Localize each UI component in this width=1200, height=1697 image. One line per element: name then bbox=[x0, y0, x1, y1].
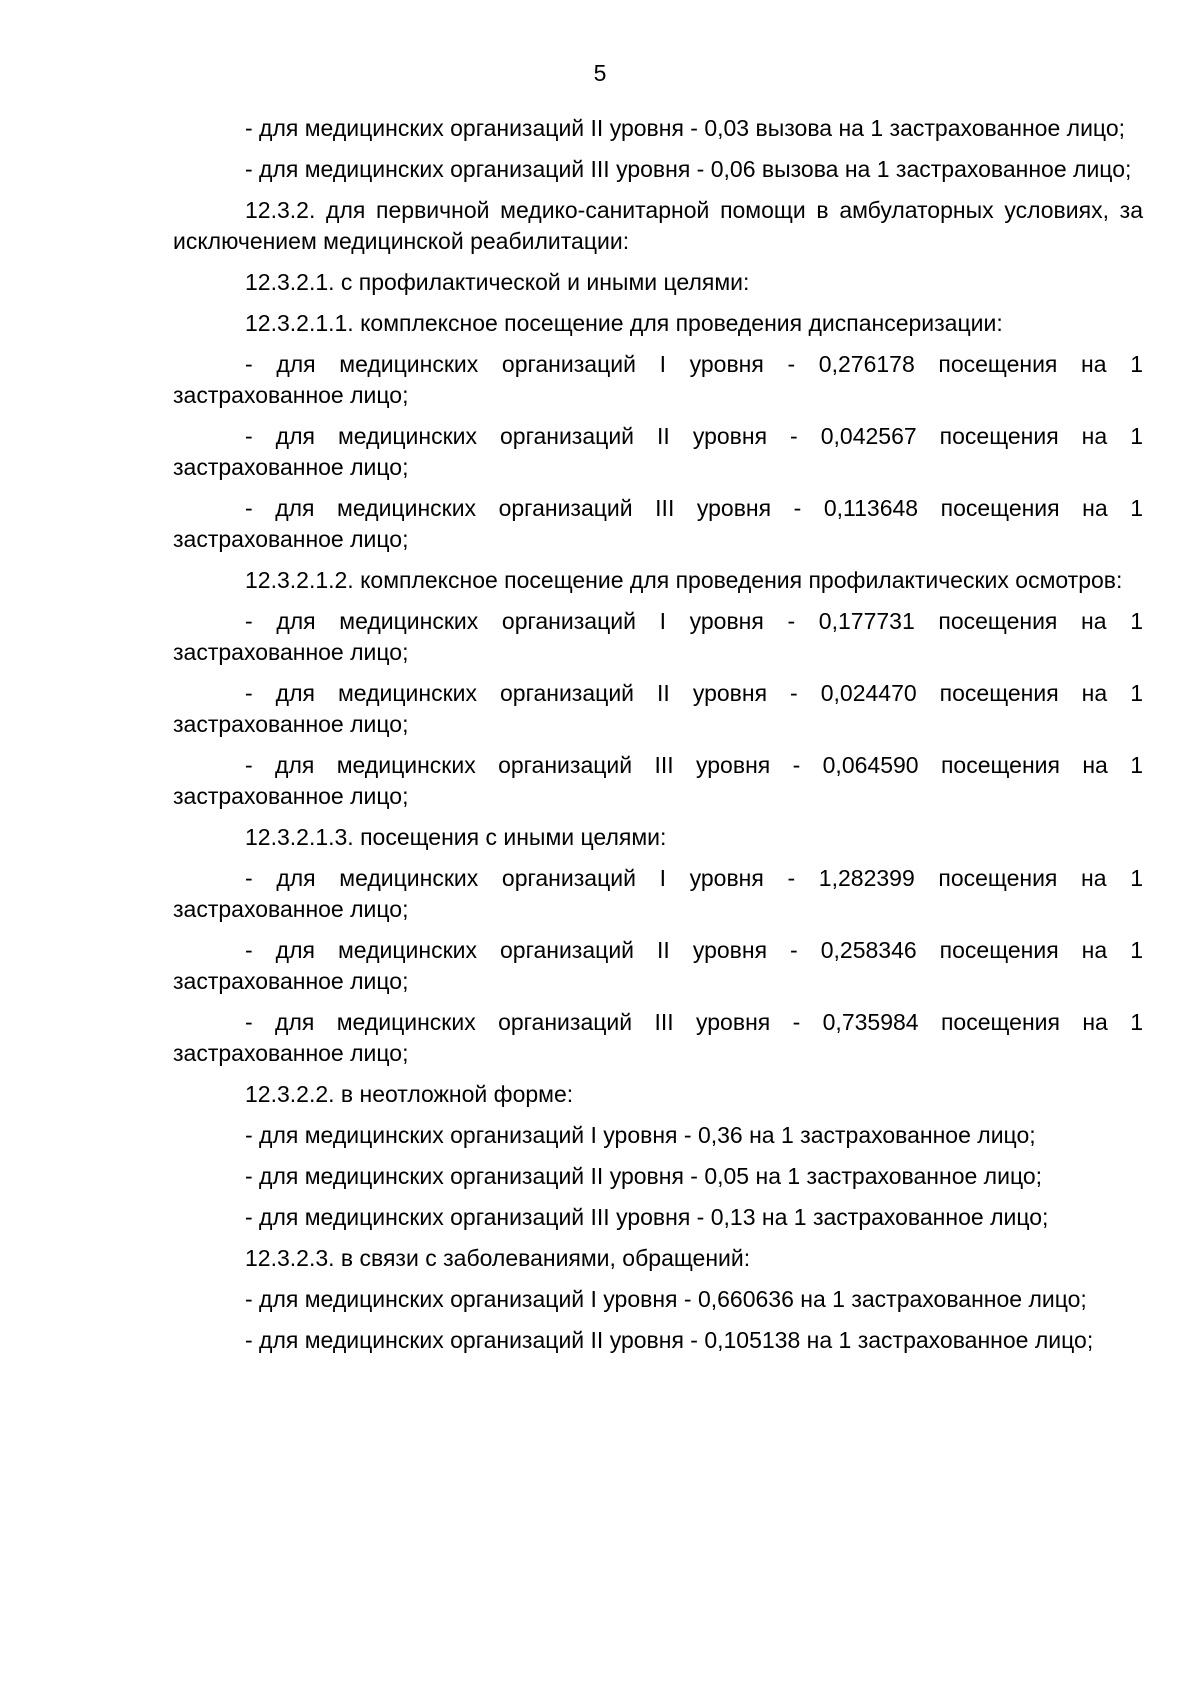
paragraph: - для медицинских организаций II уровня - 0,042567 посещения на 1 застрахованное лицо; bbox=[173, 423, 1143, 480]
paragraph: - для медицинских организаций I уровня - 0,276178 посещения на 1 застрахованное лицо; bbox=[173, 351, 1143, 408]
paragraph: - для медицинских организаций III уровня - 0,735984 посещения на 1 застрахованное лицо; bbox=[173, 1009, 1143, 1066]
paragraph: 12.3.2.1.1. комплексное посещение для проведения диспансеризации: bbox=[245, 310, 1003, 336]
page-number: 5 bbox=[593, 60, 607, 86]
paragraph: 12.3.2.3. в связи с заболеваниями, обращений: bbox=[245, 1245, 751, 1271]
paragraph: 12.3.2.1. с профилактической и иными целями: bbox=[245, 269, 750, 295]
paragraph: - для медицинских организаций III уровня - 0,13 на 1 застрахованное лицо; bbox=[245, 1204, 1049, 1230]
paragraph: - для медицинских организаций III уровня - 0,064590 посещения на 1 застрахованное лицо; bbox=[173, 752, 1143, 809]
paragraph: 12.3.2.1.3. посещения с иными целями: bbox=[245, 824, 667, 850]
paragraph: 12.3.2.2. в неотложной форме: bbox=[245, 1081, 574, 1107]
paragraph: - для медицинских организаций I уровня - 0,36 на 1 застрахованное лицо; bbox=[245, 1122, 1036, 1148]
paragraph: - для медицинских организаций II уровня - 0,105138 на 1 застрахованное лицо; bbox=[245, 1327, 1094, 1353]
document-body bbox=[173, 113, 1143, 1366]
paragraph: - для медицинских организаций I уровня - 0,177731 посещения на 1 застрахованное лицо; bbox=[173, 608, 1143, 665]
paragraph: - для медицинских организаций II уровня - 0,03 вызова на 1 застрахованное лицо; bbox=[245, 115, 1126, 141]
paragraph: - для медицинских организаций III уровня - 0,06 вызова на 1 застрахованное лицо; bbox=[245, 156, 1132, 182]
paragraph: - для медицинских организаций II уровня - 0,258346 посещения на 1 застрахованное лицо; bbox=[173, 937, 1143, 994]
paragraph: - для медицинских организаций II уровня - 0,05 на 1 застрахованное лицо; bbox=[245, 1163, 1043, 1189]
paragraph: - для медицинских организаций II уровня - 0,024470 посещения на 1 застрахованное лицо; bbox=[173, 680, 1143, 737]
paragraph: - для медицинских организаций III уровня - 0,113648 посещения на 1 застрахованное лицо; bbox=[173, 495, 1143, 552]
paragraph: 12.3.2.1.2. комплексное посещение для проведения профилактических осмотров: bbox=[245, 567, 1123, 593]
paragraph: - для медицинских организаций I уровня - 1,282399 посещения на 1 застрахованное лицо; bbox=[173, 865, 1143, 922]
paragraph: 12.3.2. для первичной медико-санитарной помощи в амбулаторных условиях, за исключением медицинской реабилитации: bbox=[173, 197, 1143, 254]
paragraph: - для медицинских организаций I уровня - 0,660636 на 1 застрахованное лицо; bbox=[245, 1286, 1087, 1312]
